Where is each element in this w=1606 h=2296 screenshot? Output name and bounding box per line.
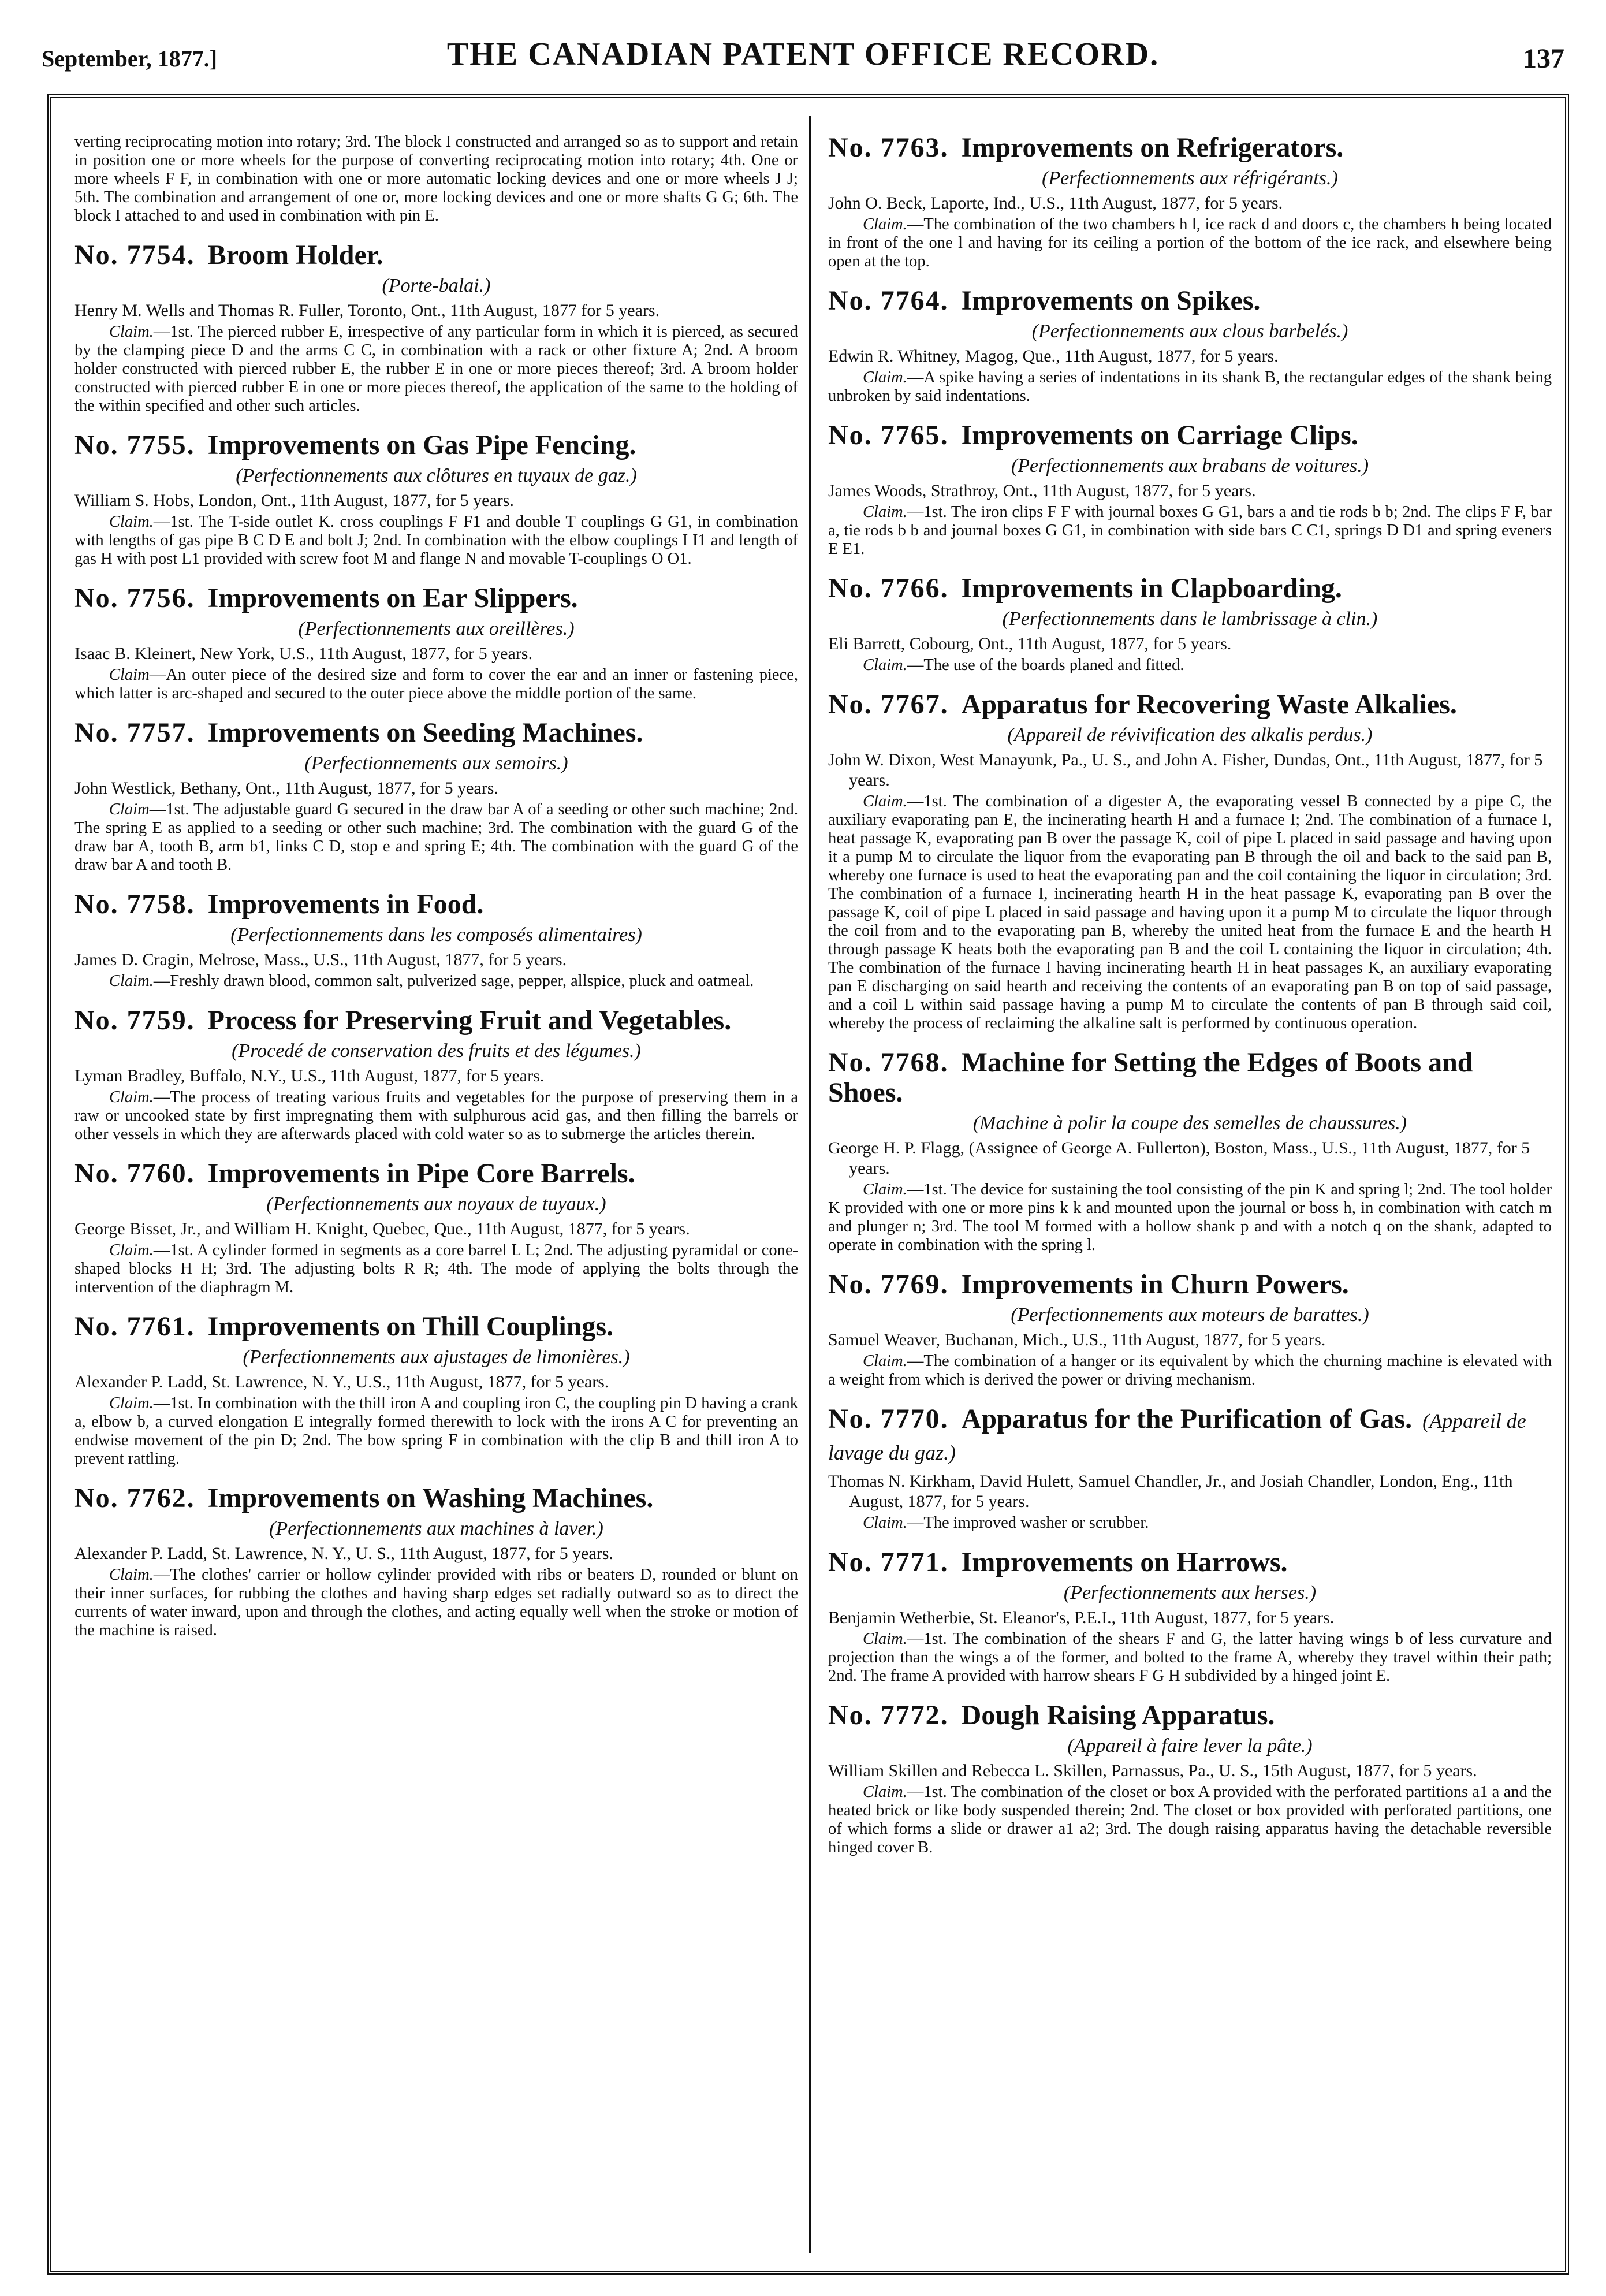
claim-label: Claim. [863, 503, 907, 521]
patent-heading [74, 1483, 798, 1513]
continued-claim: verting reciprocating motion into rotary; 3rd. The block I constructed and arranged so as to support and retain in position one or more wheels for the purpose of converting reciprocating motion into rotary; 4th. One or more wheels F F, in combination with one or more automatic locking devices and one or more wheels J J; 5th. The combination and arrangement of one or, more locking devices and one or more shafts G G; 6th. The block I attached to and used in combination with pin E. [74, 133, 798, 225]
french-title: (Perfectionnements dans le lambrissage à clin.) [1002, 608, 1378, 630]
inventor-line: William S. Hobs, London, Ont., 11th August, 1877, for 5 years. [74, 491, 514, 510]
claim-body: —The improved washer or scrubber. [907, 1514, 1149, 1532]
inventor-line: George H. P. Flagg, (Assignee of George A. Fullerton), Boston, Mass., U.S., 11th August, 1877, for 5 years. [828, 1138, 1530, 1178]
left-entries [74, 240, 798, 1640]
patent-heading [828, 1404, 1552, 1468]
patent-number: No. 7766. [828, 573, 949, 604]
inventor-line: Thomas N. Kirkham, David Hulett, Samuel Chandler, Jr., and Josiah Chandler, London, Eng., 11th August, 1877, for 5 years. [828, 1472, 1513, 1511]
patent-number: No. 7764. [828, 285, 949, 316]
inventor-line: John W. Dixon, West Manayunk, Pa., U. S., and John A. Fisher, Dundas, Ont., 11th August, 1877, for 5 years. [828, 750, 1543, 790]
claim-body: —A spike having a series of indentations in its shank B, the rectangular edges of the shank being unbroken by said indentations. [828, 369, 1552, 405]
patent-heading [828, 421, 1552, 451]
french-title: (Procedé de conservation des fruits et des légumes.) [232, 1040, 641, 1062]
patent-entry [828, 133, 1552, 271]
claim-label: Claim. [863, 1514, 907, 1532]
patent-title: Apparatus for Recovering Waste Alkalies. [961, 689, 1457, 720]
french-title: (Perfectionnements aux clous barbelés.) [1031, 321, 1348, 342]
patent-entry [74, 718, 798, 875]
patent-entry [74, 890, 798, 991]
claim-text [74, 666, 798, 703]
patent-title: Improvements on Carriage Clips. [961, 420, 1358, 451]
inventor-line: Lyman Bradley, Buffalo, N.Y., U.S., 11th August, 1877, for 5 years. [74, 1066, 545, 1085]
claim-label: Claim. [109, 1566, 154, 1584]
inventor-line: Edwin R. Whitney, Magog, Que., 11th August, 1877, for 5 years. [828, 347, 1279, 366]
patent-heading [74, 718, 798, 748]
claim-label: Claim [109, 801, 150, 818]
patent-entry [74, 1312, 798, 1468]
patent-number: No. 7756. [74, 583, 195, 613]
french-title: (Perfectionnements aux oreillères.) [298, 618, 575, 639]
patent-heading [828, 690, 1552, 720]
claim-text [74, 323, 798, 415]
patent-number: No. 7761. [74, 1311, 195, 1342]
running-head [0, 0, 1606, 95]
patent-title: Improvements on Thill Couplings. [207, 1311, 614, 1342]
inventor-line: Eli Barrett, Cobourg, Ont., 11th August, 1877, for 5 years. [828, 634, 1232, 653]
claim-body: —The clothes' carrier or hollow cylinder provided with ribs or beaters D, rounded or blunt on their inner surfaces, for rubbing the clothes and having sharp edges set radially outward so as to direct the currents of water inward, upon and through the clothes, and acting equally well when the stroke or motion of the machine is raised. [74, 1566, 798, 1639]
french-title: (Machine à polir la coupe des semelles de chaussures.) [972, 1112, 1407, 1134]
claim-label: Claim. [109, 972, 154, 990]
patent-title: Improvements in Clapboarding. [961, 573, 1342, 604]
claim-text [828, 503, 1552, 559]
patent-title: Improvements on Washing Machines. [207, 1483, 654, 1513]
claim-body: —The combination of the two chambers h l, ice rack d and doors c, the chambers h being located in front of the one l and having for its ceiling a portion of the bottom of the ice rack, and elsewhere being open at the top. [828, 215, 1552, 270]
patent-title: Improvements on Harrows. [961, 1547, 1288, 1577]
french-title: (Perfectionnements aux noyaux de tuyaux.) [266, 1193, 606, 1215]
claim-body: —1st. The combination of the closet or box A provided with the perforated partitions a1 a and the heated brick or like body suspended therein; 2nd. The closet or box provided with perforated partitions, one of which forms a slide or drawer a1 a2; 3rd. The dough raising apparatus having the detachable reversible hinged cover B. [828, 1783, 1552, 1856]
inventor-line: Alexander P. Ladd, St. Lawrence, N. Y., U. S., 11th August, 1877, for 5 years. [74, 1544, 613, 1563]
patent-number: No. 7769. [828, 1269, 949, 1300]
claim-body: —1st. The adjustable guard G secured in the draw bar A of a seeding or other such machine; 2nd. The spring E as applied to a seeding or other such machine; 3rd. The combination with the guard G of the draw bar A, tooth B, arm b1, links C D, stop e and spring E; 4th. The combination with the guard G of the draw bar A and tooth B. [74, 801, 798, 874]
claim-text [828, 1630, 1552, 1685]
french-title: (Appareil de révivification des alkalis perdus.) [1007, 724, 1373, 746]
patent-title: Improvements in Pipe Core Barrels. [207, 1158, 635, 1189]
patent-heading [74, 1159, 798, 1189]
claim-label: Claim. [109, 1088, 154, 1106]
patent-heading [828, 1547, 1552, 1577]
claim-text [828, 656, 1552, 675]
french-title: (Perfectionnements aux ajustages de limonières.) [243, 1346, 630, 1368]
french-title: (Appareil à faire lever la pâte.) [1067, 1735, 1313, 1757]
inventor-line: John O. Beck, Laporte, Ind., U.S., 11th August, 1877, for 5 years. [828, 193, 1283, 213]
inventor-line: James D. Cragin, Melrose, Mass., U.S., 11th August, 1877, for 5 years. [74, 950, 567, 969]
right-column [828, 133, 1552, 2241]
claim-body: —An outer piece of the desired size and form to cover the ear and an inner or fastening piece, which latter is arc-shaped and secured to the outer piece above the middle portion of the same. [74, 666, 798, 702]
claim-body: —1st. The device for sustaining the tool consisting of the pin K and spring l; 2nd. The tool holder K provided with one or more pins k k and mounted upon the journal or boss h, in combination with catch m and plunger n; 3rd. The tool M formed with a hollow shank p and with a notch q on the shank, adapted to operate in combination with the spring l. [828, 1181, 1552, 1254]
patent-title: Broom Holder. [207, 240, 383, 270]
patent-title: Improvements on Gas Pipe Fencing. [207, 430, 636, 460]
claim-text [828, 1783, 1552, 1857]
inventor-line: Benjamin Wetherbie, St. Eleanor's, P.E.I., 11th August, 1877, for 5 years. [828, 1608, 1335, 1627]
french-title: (Perfectionnements aux herses.) [1063, 1582, 1317, 1603]
left-column [74, 133, 798, 2241]
inventor-line: Henry M. Wells and Thomas R. Fuller, Toronto, Ont., 11th August, 1877 for 5 years. [74, 301, 660, 320]
french-title: (Perfectionnements aux brabans de voitures.) [1011, 455, 1369, 477]
patent-heading [74, 890, 798, 920]
patent-number: No. 7771. [828, 1547, 949, 1577]
inventor-line: William Skillen and Rebecca L. Skillen, Parnassus, Pa., U. S., 15th August, 1877, for 5 years. [828, 1761, 1477, 1780]
inventor-line: Isaac B. Kleinert, New York, U.S., 11th August, 1877, for 5 years. [74, 644, 532, 663]
claim-body: —1st. The iron clips F F with journal boxes G G1, bars a and tie rods b b; 2nd. The clips F F, bar a, tie rods b b and journal boxes G G1, in combination with side bars C C1, springs D D1 and spring eveners E E1. [828, 503, 1552, 558]
patent-title: Improvements on Seeding Machines. [207, 717, 643, 748]
claim-body: —The use of the boards planed and fitted. [907, 656, 1184, 674]
patent-entry [828, 286, 1552, 405]
claim-body: —1st. The T-side outlet K. cross couplings F F1 and double T couplings G G1, in combination with lengths of gas pipe B C D E and bolt J; 2nd. In combination with the elbow couplings I I1 and length of gas H with post L1 provided with screw foot M and flange N and movable T-couplings O O1. [74, 513, 798, 568]
claim-label: Claim. [109, 513, 154, 531]
patent-entry [74, 1159, 798, 1297]
patent-entry [74, 430, 798, 568]
patent-title: Dough Raising Apparatus. [961, 1700, 1275, 1731]
claim-label: Claim. [863, 1630, 907, 1648]
patent-heading [74, 1312, 798, 1342]
issue-date: September, 1877.] [42, 46, 218, 72]
patent-entry [828, 1547, 1552, 1685]
claim-text [74, 1241, 798, 1297]
patent-heading [828, 1700, 1552, 1731]
patent-number: No. 7757. [74, 717, 195, 748]
patent-entry [828, 1270, 1552, 1389]
claim-body: —1st. In combination with the thill iron A and coupling iron C, the coupling pin D having a crank a, elbow b, a curved elongation E integrally formed therewith to lock with the irons A C for preventing an endwise movement of the pin D; 2nd. The bow spring F in combination with the clip B and thill iron A to prevent rattling. [74, 1394, 798, 1468]
claim-label: Claim [109, 666, 150, 684]
patent-number: No. 7765. [828, 420, 949, 451]
patent-heading [828, 1048, 1552, 1108]
claim-text [828, 369, 1552, 405]
claim-label: Claim. [863, 656, 907, 674]
patent-entry [828, 690, 1552, 1033]
patent-heading [74, 1006, 798, 1036]
patent-heading [828, 1270, 1552, 1300]
claim-label: Claim. [863, 1352, 907, 1370]
french-title: (Perfectionnements aux moteurs de barattes.) [1011, 1304, 1369, 1326]
french-title: (Perfectionnements aux machines à laver.) [269, 1518, 603, 1539]
patent-title: Improvements on Ear Slippers. [207, 583, 578, 613]
page-frame [47, 94, 1569, 2275]
patent-entry [74, 583, 798, 703]
patent-entry [828, 1404, 1552, 1532]
claim-body: —The combination of a hanger or its equivalent by which the churning machine is elevated with a weight from which is derived the power or driving mechanism. [828, 1352, 1552, 1389]
journal-title: THE CANADIAN PATENT OFFICE RECORD. [446, 36, 1160, 72]
patent-number: No. 7763. [828, 133, 949, 163]
claim-body: —The process of treating various fruits and vegetables for the purpose of preserving them in a raw or uncooked state by first impregnating them with sulphurous acid gas, and then filling the barrels or other vessels in which they are afterwards placed with cold water so as to submerge the articles therein. [74, 1088, 798, 1143]
claim-label: Claim. [109, 323, 154, 341]
french-title: (Perfectionnements aux clôtures en tuyaux de gaz.) [236, 465, 637, 486]
french-title: (Perfectionnements aux semoirs.) [304, 753, 568, 774]
inventor-line: Samuel Weaver, Buchanan, Mich., U.S., 11th August, 1877, for 5 years. [828, 1330, 1326, 1349]
patent-number: No. 7755. [74, 430, 195, 460]
patent-title: Improvements in Food. [207, 889, 484, 920]
patent-entry [74, 240, 798, 415]
claim-body: —1st. The combination of the shears F and G, the latter having wings b of less curvature and projection than the wings a of the former, and bolted to the frame A, whereby they travel within their path; 2nd. The frame A provided with harrow shears F G H subdivided by a hinged joint E. [828, 1630, 1552, 1685]
french-title: (Perfectionnements aux réfrigérants.) [1042, 168, 1338, 189]
patent-heading [828, 133, 1552, 163]
claim-text [74, 1566, 798, 1640]
claim-text [828, 792, 1552, 1033]
page-number: 137 [1523, 43, 1564, 74]
patent-number: No. 7760. [74, 1158, 195, 1189]
claim-text [74, 513, 798, 568]
patent-title: Apparatus for the Purification of Gas. [961, 1404, 1413, 1434]
claim-label: Claim. [109, 1394, 154, 1412]
patent-title: Process for Preserving Fruit and Vegetables. [207, 1005, 732, 1036]
patent-title: Improvements on Spikes. [961, 285, 1261, 316]
claim-text [828, 1181, 1552, 1255]
patent-title: Machine for Setting the Edges of Boots and Shoes. [828, 1047, 1473, 1108]
patent-number: No. 7767. [828, 689, 949, 720]
claim-text [74, 801, 798, 875]
patent-entry [828, 421, 1552, 559]
inventor-line: James Woods, Strathroy, Ont., 11th August, 1877, for 5 years. [828, 481, 1256, 500]
claim-label: Claim. [863, 1783, 907, 1801]
patent-heading [828, 286, 1552, 316]
patent-number: No. 7768. [828, 1047, 949, 1078]
inventor-line: Alexander P. Ladd, St. Lawrence, N. Y., U.S., 11th August, 1877, for 5 years. [74, 1372, 609, 1391]
claim-body: —Freshly drawn blood, common salt, pulverized sage, pepper, allspice, pluck and oatmeal. [153, 972, 754, 990]
french-title: (Porte-balai.) [382, 275, 491, 296]
patent-number: No. 7762. [74, 1483, 195, 1513]
french-title: (Appareil de lavage du gaz.) [828, 1409, 1526, 1464]
inventor-line: George Bisset, Jr., and William H. Knight, Quebec, Que., 11th August, 1877, for 5 years. [74, 1219, 690, 1238]
claim-text [74, 1394, 798, 1468]
patent-number: No. 7758. [74, 889, 195, 920]
patent-entry [828, 1048, 1552, 1255]
patent-heading [74, 430, 798, 460]
claim-label: Claim. [863, 792, 907, 810]
inventor-line: John Westlick, Bethany, Ont., 11th August, 1877, for 5 years. [74, 779, 498, 798]
claim-text [828, 1514, 1552, 1532]
patent-number: No. 7772. [828, 1700, 949, 1731]
french-title: (Perfectionnements dans les composés alimentaires) [230, 924, 642, 946]
patent-number: No. 7759. [74, 1005, 195, 1036]
claim-text [828, 1352, 1552, 1389]
column-divider [809, 116, 811, 2253]
patent-number: No. 7754. [74, 240, 195, 270]
claim-body: —1st. The combination of a digester A, the evaporating vessel B connected by a pipe C, the auxiliary evaporating pan E, the incinerating hearth H and a furnace I; 2nd. The combination of a furnace I, heat passage K, evaporating pan B over the passage K, coil of pipe L placed in said passage and having upon it a pump M to circulate the liquor from the evaporating pan B through the oil and back to the said pan B, whereby one furnace is used to heat the evaporating pan and the coil containing the liquor in circulation; 3rd. The combination of a furnace I, incinerating hearth H in the heat passage K, evaporating pan B over the passage K, coil of pipe L placed in said passage and having upon it a pump M to circulate the liquor through the coil from and to the evaporating pan B, whereby the united heat from the furnace E and the hearth H through passage K heats both the evaporating pan B and the coil L containing the liquor in circulation; 4th. The combination of the furnace I having incinerating hearth H in heat passages K, an auxiliary evaporating pan E discharging on said hearth and receiving the contents of an evaporating pan B on top of said passage, and a coil L within said passage having a pump M to circulate the contents of pan B through said coil, whereby the process of reclaiming the alkaline salt is performed by continuous operation. [828, 792, 1552, 1032]
patent-entry [74, 1006, 798, 1144]
claim-text [828, 215, 1552, 271]
claim-body: —1st. The pierced rubber E, irrespective of any particular form in which it is pierced, as secured by the clamping piece D and the arms C C, in combination with a rack or other fixture A; 2nd. A broom holder constructed with pierced rubber E, the rubber E in one or more pieces thereof; 3rd. A broom holder constructed with pierced rubber E in one or more pieces thereof, the application of the same to the holding of the within specified and other such articles. [74, 323, 798, 415]
patent-entry [74, 1483, 798, 1640]
patent-heading [828, 574, 1552, 604]
claim-text [74, 972, 798, 991]
claim-label: Claim. [109, 1241, 154, 1259]
claim-label: Claim. [863, 215, 907, 233]
claim-label: Claim. [863, 1181, 907, 1199]
right-entries [828, 133, 1552, 1857]
patent-heading [74, 240, 798, 270]
patent-heading [74, 583, 798, 613]
patent-entry [828, 574, 1552, 675]
claim-body: —1st. A cylinder formed in segments as a core barrel L L; 2nd. The adjusting pyramidal or cone-shaped blocks H H; 3rd. The adjusting bolts R R; 4th. The mode of applying the bolts through the intervention of the diaphragm M. [74, 1241, 798, 1296]
patent-entry [828, 1700, 1552, 1857]
patent-number: No. 7770. [828, 1404, 949, 1434]
claim-text [74, 1088, 798, 1144]
claim-label: Claim. [863, 369, 907, 386]
patent-title: Improvements in Churn Powers. [961, 1269, 1349, 1300]
patent-title: Improvements on Refrigerators. [961, 133, 1344, 163]
